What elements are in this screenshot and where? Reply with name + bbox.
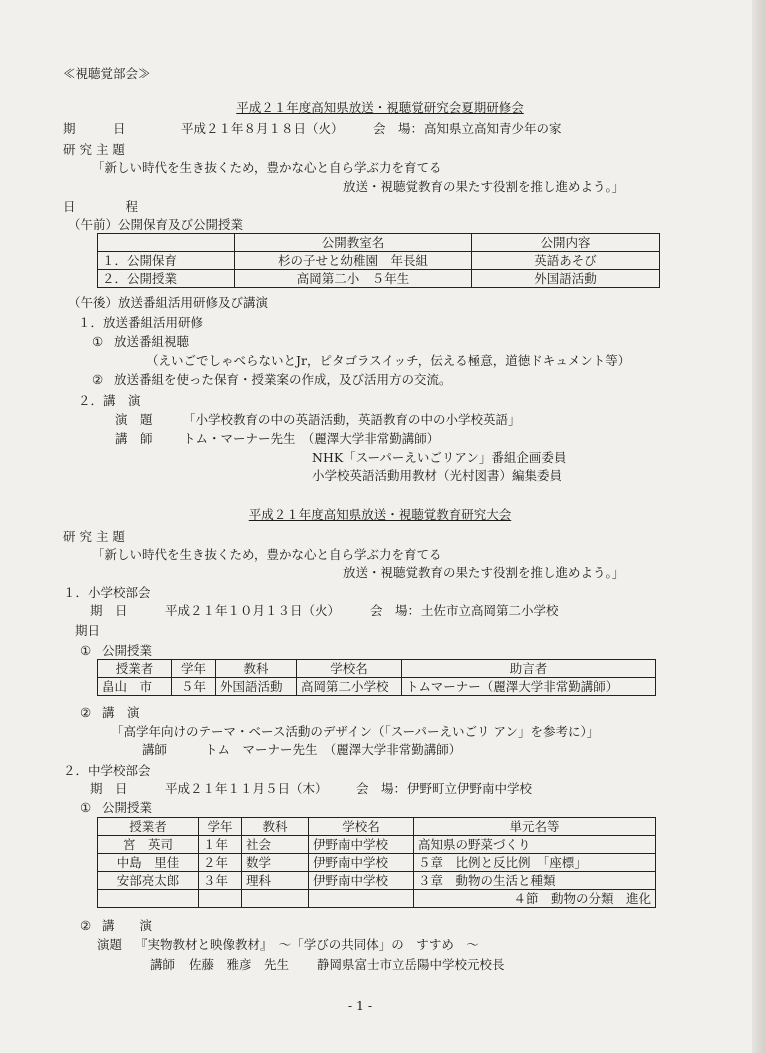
elem-date: 平成２１年１０月１３日（火） [165,603,341,618]
summer-pm-item1: １．放送番組活用研修 [78,315,204,330]
table-row [98,678,656,696]
table-cell: 英語あそび [472,252,660,270]
summer-lecture-title-label: 演 題 [115,412,153,427]
table-cell: 杉の子せと幼稚園 年長組 [235,252,472,270]
table-header-row [98,234,660,252]
summer-pm-item2: ２．講 演 [78,393,141,408]
table-cell: ５章 比例と反比例 「座標」 [414,854,656,872]
table-cell: 外国語活動 [472,270,660,288]
table-cell [98,890,199,908]
summer-venue: 高知県立高知青少年の家 [424,121,562,136]
table-cell: ３年 [199,872,242,890]
table-cell: 社会 [242,836,309,854]
elem-heading: １．小学校部会 [63,585,151,600]
junior-lecture-mark: ② [80,918,92,933]
junior-heading: ２．中学校部会 [63,763,151,778]
table-cell: ２年 [199,854,242,872]
table-cell: 数学 [242,854,309,872]
conference-theme-line2: 放送・視聴覚教育の果たす役割を推し進めよう。」 [343,565,625,580]
elem-open-mark: ① [80,643,92,658]
table-cell [309,890,414,908]
conference-theme-label: 研 究 主 題 [63,529,125,544]
table-row [98,252,660,270]
table-cell: 高知県の野菜づくり [414,836,656,854]
table-row [98,836,656,854]
summer-lecturer-role2: 小学校英語活動用教材（光村図書）編集委員 [312,468,563,483]
table-cell: 理科 [242,872,309,890]
elem-schedule-label: 期日 [75,623,101,638]
page-edge-shadow [752,0,765,1053]
conference-title: 平成２１年度高知県放送・視聴覚教育研究大会 [248,507,512,522]
junior-lecture-title-label: 演題 [97,937,123,952]
table-header-row [98,818,656,836]
elem-venue: 土佐市立高岡第二小学校 [421,603,559,618]
table-cell: ５年 [172,678,216,696]
table-row [98,854,656,872]
table-header-cell: 授業者 [98,660,172,678]
table-cell: トムマーナー（麗澤大学非常勤講師） [402,678,656,696]
junior-open-mark: ① [80,800,92,815]
elem-open-label: 公開授業 [102,643,153,658]
summer-schedule-label: 日 程 [63,199,139,214]
table-cell: 安部亮太郎 [98,872,199,890]
junior-venue: 伊野町立伊野南中学校 [407,781,533,796]
table-cell: ４節 動物の分類 進化 [414,890,656,908]
summer-pm-item1b-mark: ② [92,372,104,387]
table-header-cell: 学年 [172,660,216,678]
conference-theme-line1: 「新しい時代を生き抜くため，豊かな心と自ら学ぶ力を育てる [92,547,442,562]
elem-venue-label: 会 場： [370,603,421,618]
summer-pm-item1b: 放送番組を使った保育・授業案の作成，及び活用方の交流。 [114,372,452,387]
junior-lecturer-affil: 静岡県富士市立岳陽中学校元校長 [317,957,505,972]
table-header-cell: 単元名等 [414,818,656,836]
table-header-row [98,660,656,678]
table-header-cell: 授業者 [98,818,199,836]
junior-date-label: 期 日 [90,781,128,796]
summer-pm-item1a: 放送番組視聴 [114,334,190,349]
table-cell [242,890,309,908]
junior-lecturer-label: 講師 [150,957,176,972]
table-cell: 伊野南中学校 [309,836,414,854]
table-header-cell: 公開教室名 [235,234,472,252]
junior-open-label: 公開授業 [102,800,153,815]
elem-table [97,659,656,696]
table-cell: １年 [199,836,242,854]
table-header-cell: 学校名 [297,660,402,678]
table-row [98,872,656,890]
summer-am-title: （午前）公開保育及び公開授業 [68,217,244,232]
junior-table [97,817,656,908]
summer-venue-label: 会 場： [373,121,424,136]
summer-theme-line2: 放送・視聴覚教育の果たす役割を推し進めよう。」 [343,179,625,194]
summer-pm-title: （午後）放送番組活用研修及び講演 [68,295,269,310]
table-header-cell: 教科 [242,818,309,836]
summer-date-label: 期 日 [63,121,126,136]
summer-date: 平成２１年８月１８日（火） [181,121,344,136]
table-header-cell: 教科 [216,660,297,678]
table-cell: 畠山 市 [98,678,172,696]
summer-lecturer: トム・マーナー先生 （麗澤大学非常勤講師） [183,431,440,446]
table-cell: 伊野南中学校 [309,854,414,872]
table-row [98,890,656,908]
elem-lecture-label: 講 演 [102,705,140,720]
summer-pm-item1a-detail: （えいごでしゃべらないとJr，ピタゴラスイッチ，伝える極意，道徳ドキュメント等） [146,353,631,368]
elem-lecture-title: 「高学年向けのテーマ・ベース活動のデザイン（「スーパーえいごリ アン」を参考に）」 [111,724,600,739]
table-cell: ３章 動物の生活と種類 [414,872,656,890]
junior-lecture-title: 『実物教材と映像教材』 ～「学びの共同体」の すすめ ～ [135,937,479,952]
table-cell: 高岡第二小 ５年生 [235,270,472,288]
summer-lecturer-label: 講 師 [115,431,153,446]
table-header-cell: 学校名 [309,818,414,836]
elem-lecture-mark: ② [80,705,92,720]
summer-lecturer-role1: NHK「スーパーえいごリアン」番組企画委員 [312,450,567,465]
junior-lecture-label: 講 演 [102,918,153,933]
table-header-cell [98,234,235,252]
summer-theme-line1: 「新しい時代を生き抜くため，豊かな心と自ら学ぶ力を育てる [92,160,442,175]
table-header-cell: 公開内容 [472,234,660,252]
table-cell: １．公開保育 [98,252,235,270]
elem-date-label: 期 日 [90,603,128,618]
summer-theme-label: 研 究 主 題 [63,142,125,157]
table-cell: 外国語活動 [216,678,297,696]
section-header: ≪視聴覚部会≫ [63,66,151,81]
table-cell: ２．公開授業 [98,270,235,288]
table-cell [199,890,242,908]
table-header-cell: 助言者 [402,660,656,678]
summer-pm-item1a-mark: ① [92,334,104,349]
table-cell: 伊野南中学校 [309,872,414,890]
junior-date: 平成２１年１１月５日（木） [165,781,328,796]
summer-lecture-title: 「小学校教育の中の英語活動，英語教育の中の小学校英語」 [183,412,521,427]
summer-title: 平成２１年度高知県放送・視聴覚研究会夏期研修会 [236,100,524,115]
junior-lecturer: 佐藤 雅彦 先生 [189,957,290,972]
table-header-cell: 学年 [199,818,242,836]
junior-venue-label: 会 場： [356,781,407,796]
table-cell: 高岡第二小学校 [297,678,402,696]
table-row [98,270,660,288]
elem-lecturer-label: 講師 [142,742,168,757]
table-cell: 宮 英司 [98,836,199,854]
summer-am-table [97,233,660,288]
elem-lecturer: トム マーナー先生 （麗澤大学非常勤講師） [205,742,462,757]
table-cell: 中島 里佳 [98,854,199,872]
page-number: - 1 - [347,998,373,1013]
